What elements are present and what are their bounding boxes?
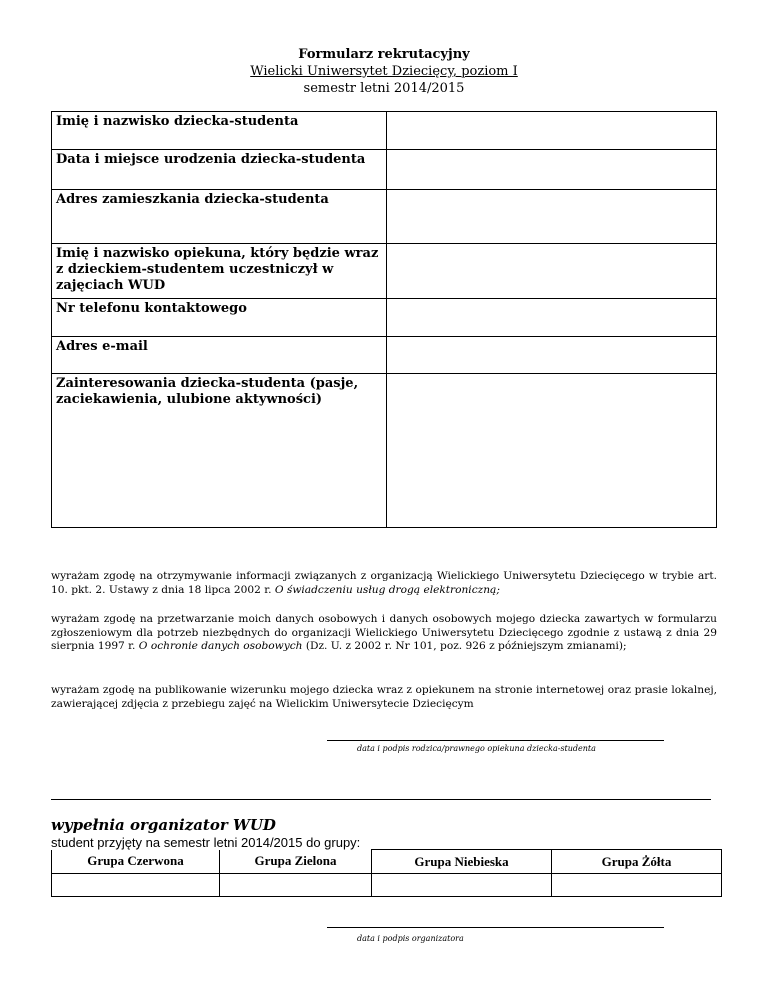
table-row <box>52 299 717 337</box>
consent-electronic-law: O świadczeniu usług drogą elektroniczną; <box>274 583 500 596</box>
parent-signature-caption: data i podpis rodzica/prawnego opiekuna dziecka-studenta <box>357 744 596 753</box>
registration-table <box>51 111 717 528</box>
field-label-child-name: Imię i nazwisko dziecka-studenta <box>52 112 387 150</box>
field-label-address: Adres zamieszkania dziecka-studenta <box>52 190 387 244</box>
university-name: Wielicki Uniwersytet Dziecięcy, poziom I <box>250 64 518 79</box>
field-value-phone[interactable] <box>387 299 717 337</box>
field-value-birth[interactable] <box>387 150 717 190</box>
table-row <box>52 190 717 244</box>
groups-table <box>51 849 722 897</box>
consent-personal-data-law: O ochronie danych osobowych <box>138 640 303 652</box>
group-red-cell[interactable] <box>52 874 220 897</box>
consent-personal-data <box>51 613 717 654</box>
group-blue-cell[interactable] <box>372 874 552 897</box>
field-label-birth: Data i miejsce urodzenia dziecka-studenta <box>52 150 387 190</box>
organizer-signature-caption: data i podpis organizatora <box>357 934 464 943</box>
table-row <box>52 850 722 874</box>
section-divider <box>51 799 711 800</box>
group-blue-header: Grupa Niebieska <box>372 850 552 874</box>
consent-image-text: wyrażam zgodę na publikowanie wizerunku mojego dziecka wraz z opiekunem na stronie internetowej oraz prasie lokalnej, zawierającej zdjęcia z przebiegu zajęć na Wielickim Uniwersytecie Dziecięcym <box>51 684 717 710</box>
table-row <box>52 374 717 528</box>
form-title: Formularz rekrutacyjny <box>298 47 470 62</box>
group-red-header: Grupa Czerwona <box>52 850 220 874</box>
organizer-signature-line[interactable] <box>327 927 664 928</box>
field-label-email: Adres e-mail <box>52 337 387 374</box>
group-green-header: Grupa Zielona <box>220 850 372 874</box>
table-row <box>52 337 717 374</box>
field-label-interests: Zainteresowania dziecka-studenta (pasje, zaciekawienia, ulubione aktywności) <box>52 374 387 528</box>
field-value-guardian[interactable] <box>387 244 717 299</box>
table-row <box>52 874 722 897</box>
field-label-guardian: Imię i nazwisko opiekuna, który będzie wraz z dzieckiem-studentem uczestniczył w zajęciach WUD <box>52 244 387 299</box>
field-value-address[interactable] <box>387 190 717 244</box>
table-row <box>52 112 717 150</box>
consent-electronic-text: wyrażam zgodę na otrzymywanie informacji związanych z organizacją Wielickiego Uniwersytetu Dziecięcego w trybie art. 10. pkt. 2. Ustawy z dnia 18 lipca 2002 r. <box>51 570 717 596</box>
form-header <box>0 46 768 97</box>
consent-electronic <box>51 570 717 597</box>
field-label-phone: Nr telefonu kontaktowego <box>52 299 387 337</box>
organizer-section-subtitle: student przyjęty na semestr letni 2014/2015 do grupy: <box>51 835 361 850</box>
table-row <box>52 244 717 299</box>
table-row <box>52 150 717 190</box>
organizer-section-title: wypełnia organizator WUD <box>51 816 276 834</box>
semester-label: semestr letni 2014/2015 <box>303 81 465 96</box>
field-value-interests[interactable] <box>387 374 717 528</box>
consent-personal-data-ref: (Dz. U. z 2002 r. Nr 101, poz. 926 z późniejszym zmianami); <box>302 640 627 652</box>
consent-image <box>51 684 717 711</box>
group-green-cell[interactable] <box>220 874 372 897</box>
group-yellow-header: Grupa Żółta <box>552 850 722 874</box>
group-yellow-cell[interactable] <box>552 874 722 897</box>
field-value-email[interactable] <box>387 337 717 374</box>
field-value-child-name[interactable] <box>387 112 717 150</box>
parent-signature-line[interactable] <box>327 740 664 741</box>
consent-personal-data-text: wyrażam zgodę na przetwarzanie moich danych osobowych i danych osobowych mojego dziecka zawartych w formularzu zgłoszeniowym dla potrzeb niezbędnych do organizacji Wielickiego Uniwersytetu Dziecięcego zgodnie z ustawą z dnia 29 sierpnia 1997 r. <box>51 613 717 652</box>
